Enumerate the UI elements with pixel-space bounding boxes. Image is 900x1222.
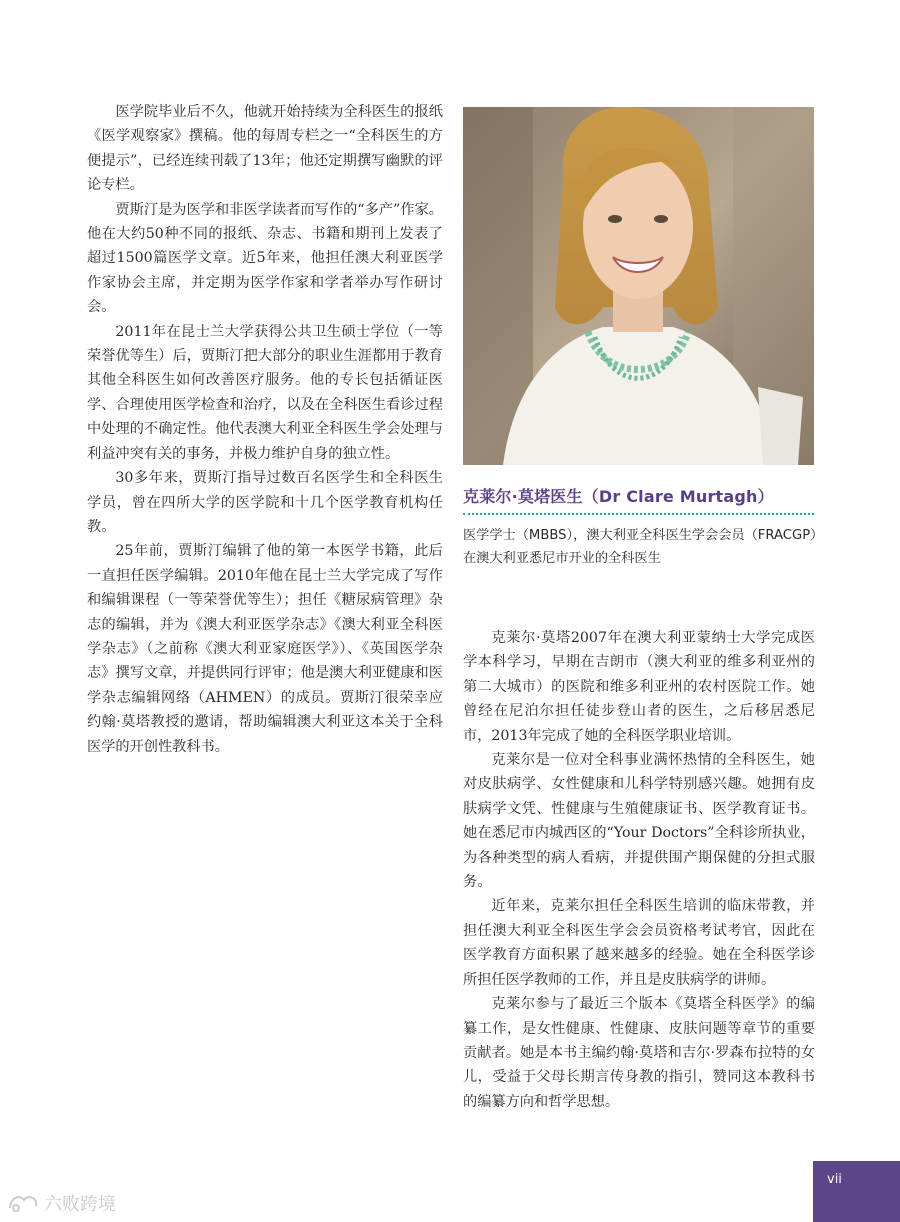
body-paragraph: 克莱尔·莫塔2007年在澳大利亚蒙纳士大学完成医学本科学习，早期在吉朗市（澳大利亚的维多利亚州的第二大城市）的医院和维多利亚州的农村医院工作。她曾经在尼泊尔担任徒步登山者的医生，之后移居悉尼市，2013年完成了她的全科医学职业培训。 [463, 630, 815, 744]
watermark-logo-icon [6, 1192, 40, 1214]
author-portrait-photo [463, 107, 814, 465]
body-paragraph: 克莱尔是一位对全科事业满怀热情的全科医生，她对皮肤病学、女性健康和儿科学特别感兴趣。她拥有皮肤病学文凭、性健康与生殖健康证书、医学教育证书。她在悉尼市内城西区的“Your Doctors”全科诊所执业，为各种类型的病人看病，并提供围产期保健的分担式服务。 [463, 752, 815, 891]
body-paragraph: 贾斯汀是为医学和非医学读者而写作的“多产”作家。他在大约50种不同的报纸、杂志、书籍和期刊上发表了超过1500篇医学文章。近5年来，他担任澳大利亚医学作家协会主席，并定期为医学作家和学者举办写作研讨会。 [87, 201, 443, 316]
body-paragraph: 克莱尔参与了最近三个版本《莫塔全科医学》的编纂工作，是女性健康、性健康、皮肤问题等章节的重要贡献者。她是本书主编约翰·莫塔和吉尔·罗森布拉特的女儿，受益于父母长期言传身教的指引，赞同这本教科书的编纂方向和哲学思想。 [463, 996, 815, 1110]
page-number: vii [827, 1172, 842, 1187]
page-number-tab [813, 1161, 900, 1222]
watermark [6, 1190, 116, 1216]
right-text-column [463, 626, 815, 1114]
body-paragraph: 25年前，贾斯汀编辑了他的第一本医学书籍，此后一直担任医学编辑。2010年他在昆士兰大学完成了写作和编辑课程（一等荣誉优等生）；担任《糖尿病管理》杂志的编辑，并为《澳大利亚医学杂志》《澳大利亚全科医学杂志》（之前称《澳大利亚家庭医学》）、《英国医学杂志》撰写文章，并提供同行评审；他是澳大利亚健康和医学杂志编辑网络（AHMEN）的成员。贾斯汀很荣幸应约翰·莫塔教授的邀请，帮助编辑澳大利亚这本关于全科医学的开创性教科书。 [87, 543, 443, 755]
caption-degree-line: 医学学士（MBBS），澳大利亚全科医生学会会员（FRACGP） [463, 528, 824, 543]
caption-practice-line: 在澳大利亚悉尼市开业的全科医生 [463, 551, 661, 566]
body-paragraph: 30多年来，贾斯汀指导过数百名医学生和全科医生学员，曾在四所大学的医学院和十几个医学教育机构任教。 [87, 470, 443, 535]
caption-author-name: 克莱尔·莫塔医生（Dr Clare Murtagh） [463, 487, 774, 506]
body-paragraph: 近年来，克莱尔担任全科医生培训的临床带教，并担任澳大利亚全科医生学会会员资格考试考官，因此在医学教育方面积累了越来越多的经验。她在全科医学诊所担任医学教师的工作，并且是皮肤病学的讲师。 [463, 898, 815, 988]
body-paragraph: 医学院毕业后不久，他就开始持续为全科医生的报纸《医学观察家》撰稿。他的每周专栏之一“全科医生的方便提示”，已经连续刊载了13年；他还定期撰写幽默的评论专栏。 [87, 104, 443, 194]
body-paragraph: 2011年在昆士兰大学获得公共卫生硕士学位（一等荣誉优等生）后，贾斯汀把大部分的职业生涯都用于教育其他全科医生如何改善医疗服务。他的专长包括循证医学、合理使用医学检查和治疗，以及在全科医生看诊过程中处理的不确定性。他代表澳大利亚全科医生学会处理与利益冲突有关的事务，并极力维护自身的独立性。 [87, 323, 443, 462]
caption-credentials [463, 524, 823, 570]
watermark-text: 六败跨境 [44, 1194, 116, 1215]
left-text-column [87, 100, 443, 759]
caption-divider [463, 513, 814, 515]
